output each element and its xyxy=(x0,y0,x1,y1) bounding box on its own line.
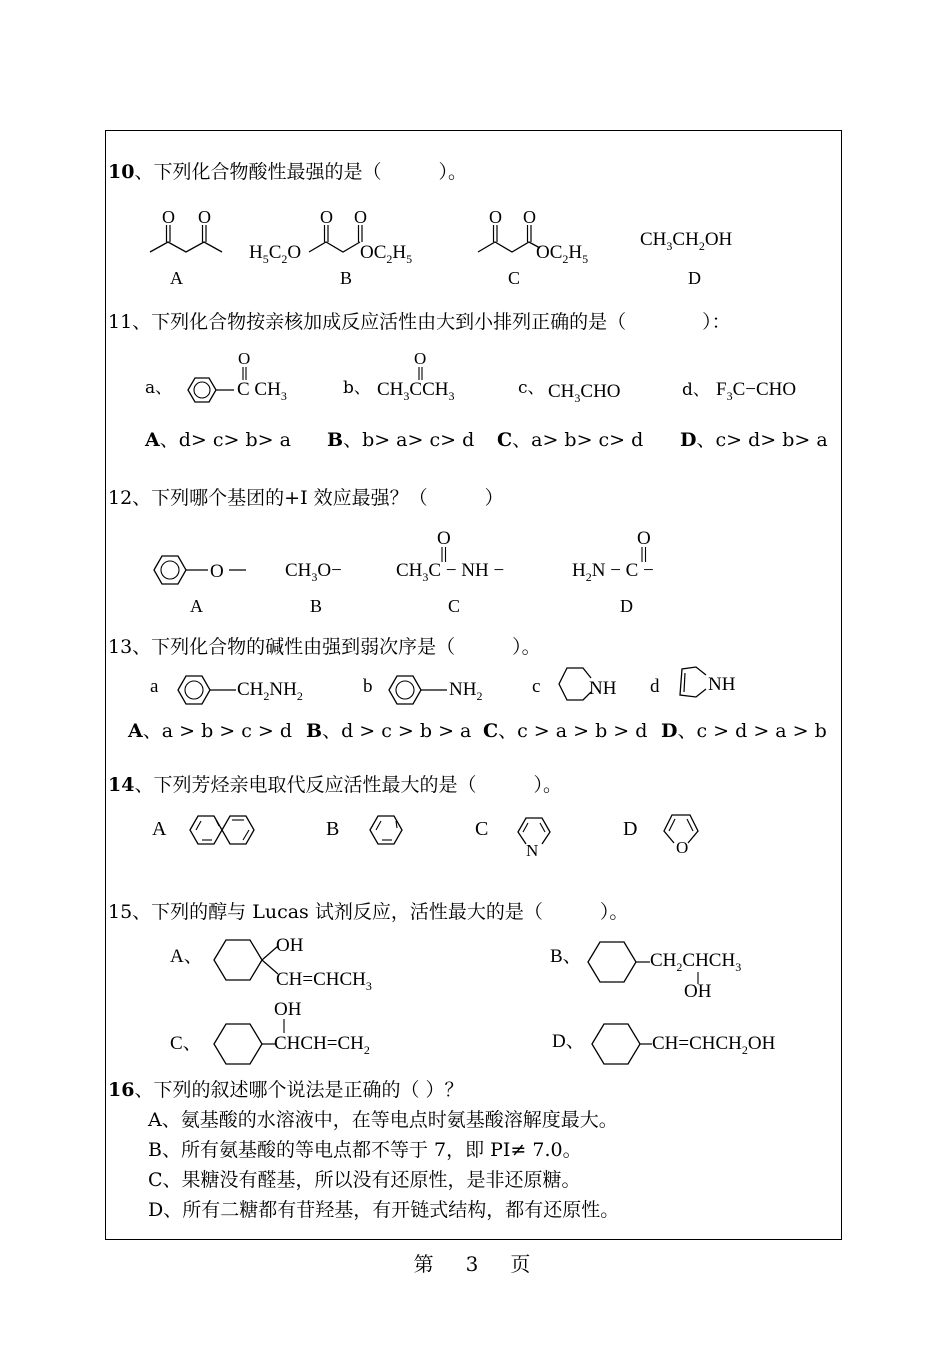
q16-number: 16 xyxy=(108,1079,135,1101)
q14-text: 、下列芳烃亲电取代反应活性最大的是（ ）。 xyxy=(134,774,562,796)
q11-answer-d-key: D xyxy=(680,429,697,451)
q16-option-b: B、所有氨基酸的等电点都不等于 7，即 PI≠ 7.0。 xyxy=(148,1139,582,1161)
q14-label-c: C xyxy=(475,818,489,840)
svg-text:O: O xyxy=(210,561,224,582)
svg-text:O: O xyxy=(437,528,451,549)
svg-text:O: O xyxy=(354,207,367,227)
q10-label-d: D xyxy=(688,268,701,288)
q13-b-sub: $NH_2$ xyxy=(449,679,483,703)
q14-label-a: A xyxy=(152,818,167,840)
svg-text:O: O xyxy=(637,528,651,549)
q11-b-label: b、 xyxy=(343,378,371,398)
q13-answer-b-key: B xyxy=(306,720,323,742)
q13-answer-a xyxy=(128,722,292,741)
q10-label-c: C xyxy=(508,268,521,288)
q14-question xyxy=(108,776,562,795)
q14-benzene-icon xyxy=(366,808,412,852)
q15-c-label: C、 xyxy=(170,1033,202,1054)
q13-answer-b xyxy=(306,722,471,741)
q11-answer-b-text: 、b> a> c> d xyxy=(343,429,475,451)
q15-c-chain: $CHCH=CH_2$ xyxy=(274,1033,370,1057)
q13-d-sub: NH xyxy=(708,674,736,695)
q16-option-c: C、果糖没有醛基，所以没有还原性，是非还原糖。 xyxy=(148,1169,581,1191)
q10-structure-a xyxy=(140,200,240,260)
q13-answer-b-text: 、d > c > b > a xyxy=(322,720,472,742)
q12-label-d: D xyxy=(620,596,633,616)
q16-option-a: A、氨基酸的水溶液中，在等电点时氨基酸溶解度最大。 xyxy=(148,1109,618,1131)
q13-a-label: a xyxy=(150,676,159,697)
q13-answer-a-key: A xyxy=(128,720,143,742)
q15-d-label: D、 xyxy=(552,1031,585,1052)
svg-text:O: O xyxy=(162,207,175,227)
q15-a-label: A、 xyxy=(170,946,203,967)
q11-answer-a-key: A xyxy=(145,429,160,451)
q15-c-oh: OH xyxy=(274,999,302,1020)
q10-b-left: $H_5C_2O$ xyxy=(249,242,302,266)
q15-a-chain: $CH=CHCH_3$ xyxy=(276,969,372,993)
q15-d-chain: $CH=CHCH_2OH$ xyxy=(652,1033,776,1057)
q11-d-formula: $F_3C-CHO$ xyxy=(716,379,797,403)
q11-answer-c-key: C xyxy=(497,429,513,451)
q13-answer-d-text: 、c > d > a > b xyxy=(677,720,827,742)
q10-b-right: $OC_2H_5$ xyxy=(360,242,413,266)
q11-question: 11、下列化合物按亲核加成反应活性由大到小排列正确的是（ ）： xyxy=(108,311,731,333)
q13-a-sub: $CH_2NH_2$ xyxy=(237,679,303,703)
q12-question: 12、下列哪个基团的+I 效应最强？（ ） xyxy=(108,487,504,509)
q16-option-d: D、所有二糖都有苷羟基，有开链式结构，都有还原性。 xyxy=(148,1199,620,1221)
q16-question xyxy=(108,1081,464,1100)
q11-answer-c xyxy=(497,431,643,450)
q15-a-oh: OH xyxy=(276,935,304,956)
q11-answer-d-text: 、c> d> b> a xyxy=(696,429,828,451)
q11-d-label: d、 xyxy=(682,380,710,400)
q11-benzene-icon xyxy=(178,366,228,414)
q13-benzyl-icon xyxy=(174,666,244,714)
svg-text:O: O xyxy=(523,207,536,227)
q12-label-c: C xyxy=(448,596,461,616)
q11-c-formula: $CH_3CHO$ xyxy=(548,381,621,405)
q15-d-cyclohexyl-icon xyxy=(588,1016,658,1072)
q14-naphthalene-icon xyxy=(186,808,272,852)
q11-answer-d xyxy=(680,431,828,450)
q13-answer-a-text: 、a > b > c > d xyxy=(142,720,293,742)
q12-phenoxy-icon xyxy=(148,546,258,596)
q11-answer-b-key: B xyxy=(327,429,344,451)
q13-answer-d xyxy=(661,722,827,741)
q10-number: 10 xyxy=(108,161,135,183)
q13-answer-c-text: 、c > a > b > d xyxy=(498,720,648,742)
q12-d-formula: $H_2N - C$ − xyxy=(572,560,654,584)
q14-furan-o: O xyxy=(676,838,689,857)
q15-c-cyclohexyl-icon xyxy=(210,1016,280,1072)
q11-b-formula: $CH_3CCH_3$ xyxy=(377,379,455,403)
q11-a-ch3: C $CH_3$ xyxy=(237,379,287,403)
q15-b-oh: OH xyxy=(684,981,712,1002)
q16-text: 、下列的叙述哪个说法是正确的（ ）？ xyxy=(134,1079,464,1101)
q11-c-label: c、 xyxy=(518,378,545,398)
q12-c-formula: $CH_3C$ − NH − xyxy=(396,560,505,584)
q13-d-label: d xyxy=(650,676,660,697)
q14-label-b: B xyxy=(326,818,340,840)
q12-label-a: A xyxy=(190,596,203,616)
q11-answer-c-text: 、a> b> c> d xyxy=(512,429,644,451)
q15-b-chain: $CH_2CHCH_3$ xyxy=(650,950,742,974)
page-footer: 第 3 页 xyxy=(413,1252,537,1276)
svg-text:O: O xyxy=(198,207,211,227)
q13-aniline-icon xyxy=(385,666,455,714)
q15-question: 15、下列的醇与 Lucas 试剂反应，活性最大的是（ ）。 xyxy=(108,901,629,923)
q11-answer-a xyxy=(145,431,291,450)
q13-question: 13、下列化合物的碱性由强到弱次序是（ ）。 xyxy=(108,636,541,658)
q15-b-label: B、 xyxy=(550,946,582,967)
q11-answer-b xyxy=(327,431,474,450)
q14-number: 14 xyxy=(108,774,135,796)
q10-label-b: B xyxy=(340,268,353,288)
q13-answer-c-key: C xyxy=(483,720,499,742)
q12-b-formula: $CH_3O-$ xyxy=(285,560,342,584)
q13-answer-c xyxy=(483,722,647,741)
svg-text:O: O xyxy=(320,207,333,227)
q15-b-cyclohexyl-icon xyxy=(584,934,654,990)
q11-a-label: a、 xyxy=(145,378,173,398)
q10-text: 、下列化合物酸性最强的是（ ）。 xyxy=(134,161,467,183)
svg-text:O: O xyxy=(489,207,502,227)
q13-b-label: b xyxy=(363,676,373,697)
q13-answer-d-key: D xyxy=(661,720,678,742)
q14-pyridine-n: N xyxy=(526,841,539,860)
q10-label-a: A xyxy=(170,268,183,288)
q10-d-formula: $CH_3CH_2OH$ xyxy=(640,229,733,253)
q13-c-sub: NH xyxy=(589,678,617,699)
q11-answer-a-text: 、d> c> b> a xyxy=(159,429,291,451)
svg-text:O: O xyxy=(238,349,251,368)
q10-question xyxy=(108,163,467,182)
q10-c-right: $OC_2H_5$ xyxy=(536,242,589,266)
q14-label-d: D xyxy=(623,818,638,840)
q13-c-label: c xyxy=(532,676,541,697)
q12-label-b: B xyxy=(310,596,323,616)
svg-text:O: O xyxy=(414,349,427,368)
